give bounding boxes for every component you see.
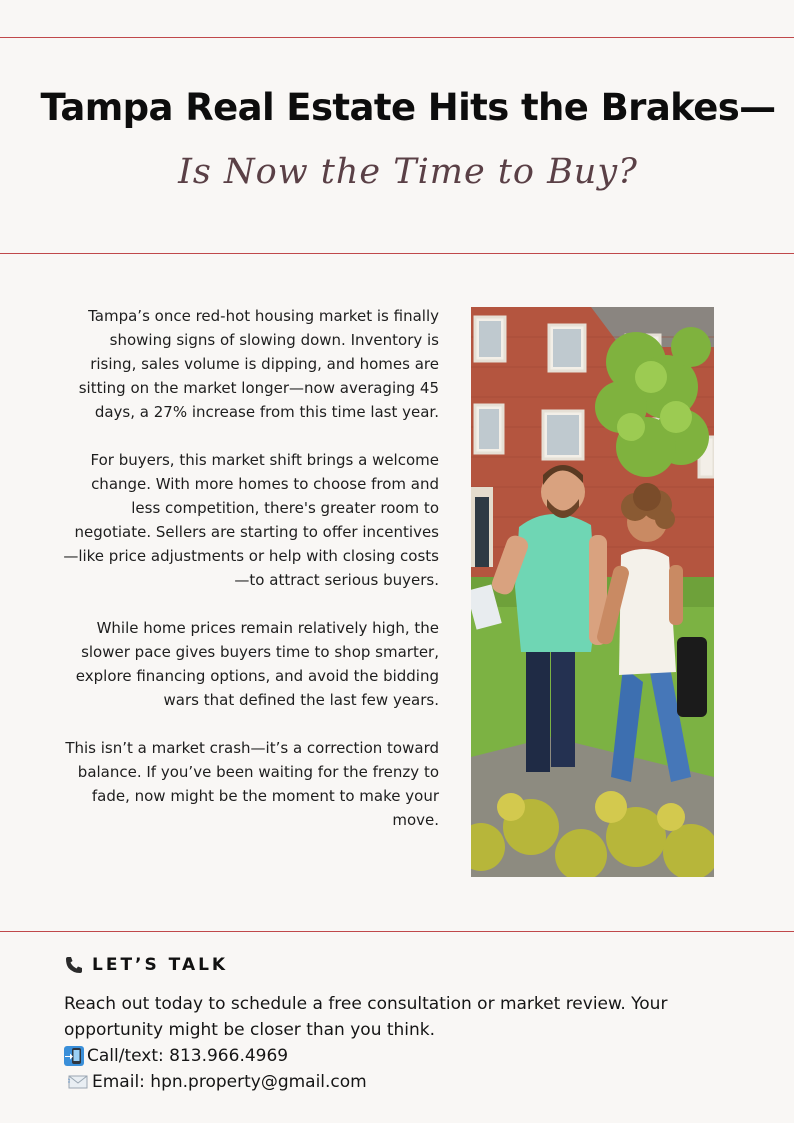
contact-heading-row <box>64 955 228 975</box>
article-paragraph: Tampa’s once red-hot housing market is finally showing signs of slowing down. Inventory is rising, sales volume is dipping, and homes are sitting on the market longer—now averaging 45 days, a 27% increase from this time last year. <box>78 307 439 421</box>
top-divider <box>0 37 794 38</box>
headline: Tampa Real Estate Hits the Brakes— <box>40 86 776 129</box>
contact-block <box>64 991 744 1095</box>
contact-intro: Reach out today to schedule a free consultation or market review. Your opportunity might be closer than you think. <box>64 994 668 1040</box>
contact-heading: LET’S TALK <box>92 955 229 975</box>
phone-text: Call/text: 813.966.4969 <box>87 1046 289 1066</box>
article-paragraph: This isn’t a market crash—it’s a correction toward balance. If you’ve been waiting for the frenzy to fade, now might be the moment to make your move. <box>65 739 439 829</box>
email-line[interactable] <box>64 1069 744 1095</box>
mobile-phone-arrow-icon <box>64 1046 84 1066</box>
subheadline: Is Now the Time to Buy? <box>178 152 638 192</box>
article-paragraph: For buyers, this market shift brings a welcome change. With more homes to choose from and less competition, there's greater room to negotiate. Sellers are starting to offer incentives—like price adjustments or help with closing costs—to attract serious buyers. <box>63 451 439 589</box>
telephone-receiver-icon <box>64 955 84 975</box>
envelope-icon <box>68 1074 88 1090</box>
footer-divider <box>0 931 794 932</box>
email-text: Email: hpn.property@gmail.com <box>92 1072 367 1092</box>
article-body <box>62 304 439 856</box>
phone-line[interactable] <box>64 1043 744 1069</box>
couple-walking-photo <box>471 307 714 877</box>
header-divider <box>0 253 794 254</box>
article-paragraph: While home prices remain relatively high, the slower pace gives buyers time to shop smarter, explore financing options, and avoid the bidding wars that defined the last few years. <box>75 619 439 709</box>
